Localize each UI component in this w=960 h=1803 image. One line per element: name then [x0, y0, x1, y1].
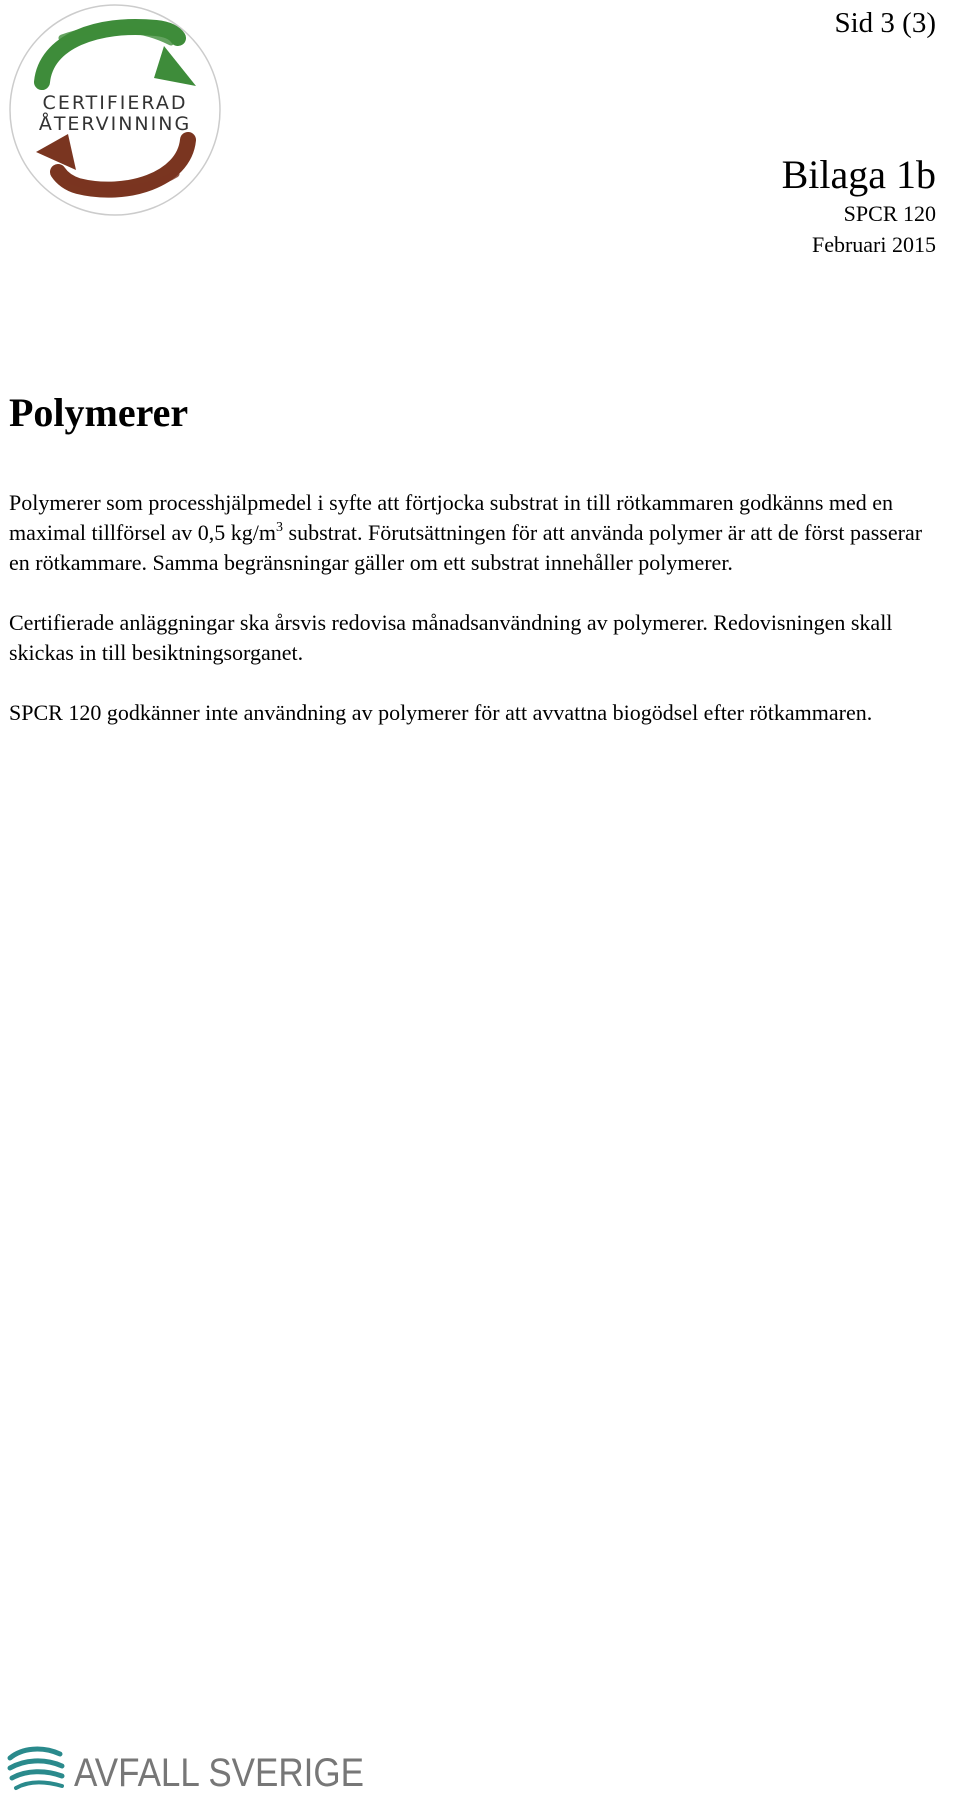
superscript-3: 3: [276, 520, 284, 535]
paragraph-reporting: Certifierade anläggningar ska årsvis redovisa månadsanvändning av polymerer. Redovisningen skall skickas in till besiktningsorganet.: [9, 610, 893, 665]
section-heading: Polymerer: [9, 390, 189, 435]
document-meta: [782, 152, 936, 260]
section-content: [9, 488, 939, 728]
paragraph-text-before-sup: Polymerer som processhjälpmedel i syfte att förtjocka substrat in till rötkammaren godkänns med en maximal tillförsel av 0,5 kg/m: [9, 490, 894, 545]
document-date: Februari 2015: [811, 232, 936, 257]
paragraph-polymer-dosage: [9, 488, 939, 578]
footer-logo-text: AVFALL SVERIGE: [74, 1751, 364, 1795]
avfall-sverige-logo: [8, 1742, 368, 1794]
logo-line1: CERTIFIERAD: [42, 92, 188, 114]
paragraph-text-after-sup: substrat. Förutsättningen för att använda polymer är att de först passerar en rötkammare. Samma begränsningar gäller om ett substrat innehåller polymerer.: [9, 520, 923, 575]
paragraph-dewatering: SPCR 120 godkänner inte användning av polymerer för att avvattna biogödsel efter rötkammaren.: [9, 700, 873, 725]
document-title: Bilaga 1b: [781, 152, 936, 197]
certifierad-atervinning-logo: [6, 2, 224, 218]
document-code: SPCR 120: [843, 201, 936, 226]
page-number: Sid 3 (3): [834, 7, 936, 39]
logo-line2: ÅTERVINNING: [38, 113, 192, 135]
